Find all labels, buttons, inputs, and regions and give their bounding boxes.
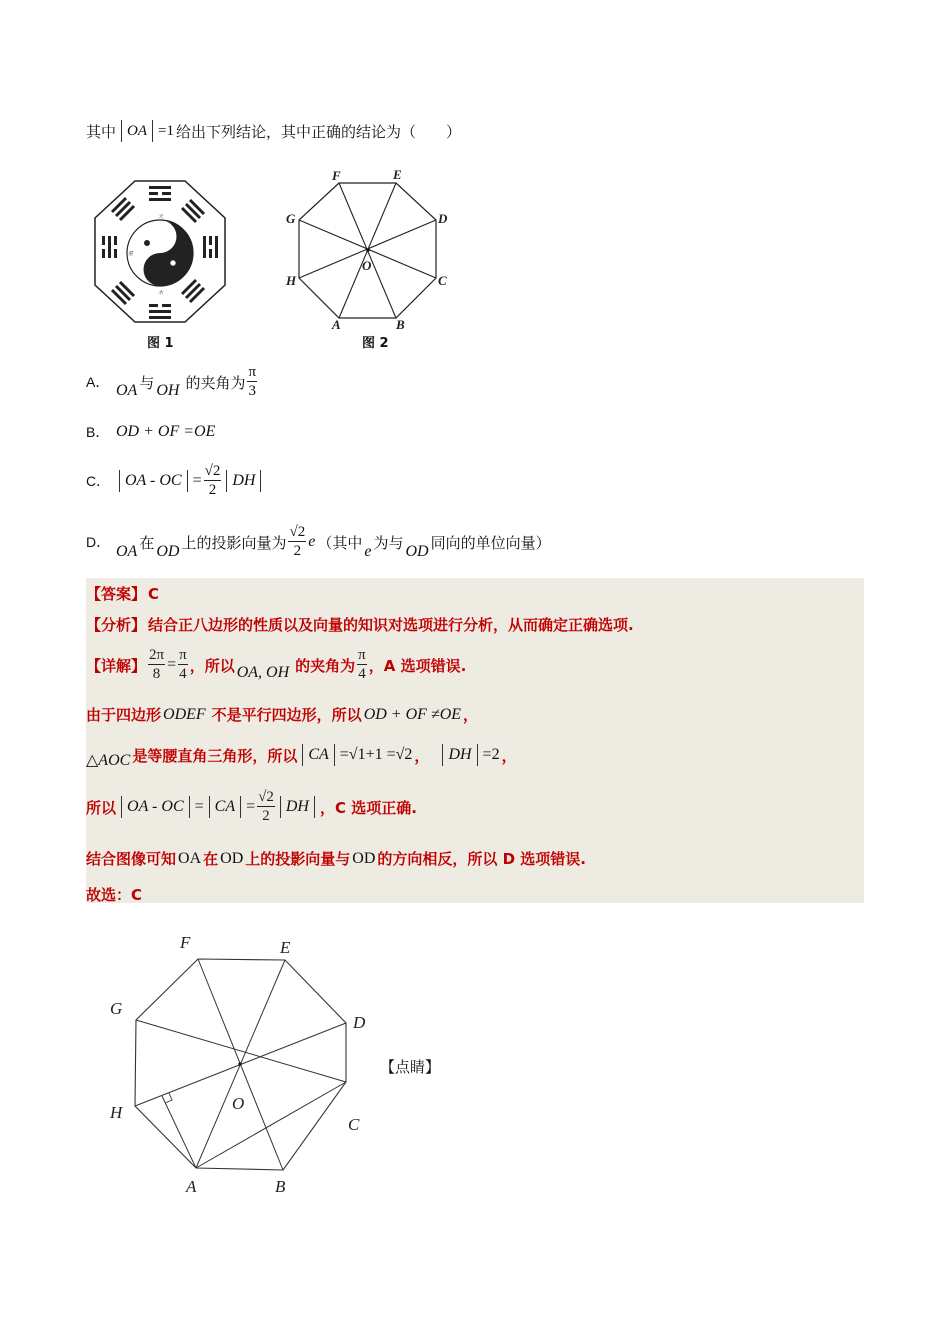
svg-text:F: F <box>332 168 341 183</box>
intro-suffix: 给出下列结论，其中正确的结论为（ ） <box>175 122 461 141</box>
fraction: $\frac{√2}{2}$ <box>258 789 274 824</box>
detail-math: OD <box>352 849 376 867</box>
abs-bar <box>121 120 122 142</box>
option-a-text: 的夹角为 <box>185 373 246 392</box>
detail-math: =√1+1 =√2 <box>339 746 413 763</box>
dianjing-octagon <box>100 930 380 1200</box>
detail-line-5 <box>86 848 586 869</box>
detail-math: OD <box>220 849 244 867</box>
intro-prefix: 其中 <box>86 122 117 141</box>
fraction-sqrt2-2: $\frac{√2}{2}$ <box>289 524 306 559</box>
abs-bar <box>121 796 122 818</box>
detail-math: OA - OC <box>127 798 184 815</box>
detail-line-2 <box>86 704 478 725</box>
svg-text:A: A <box>186 1177 197 1196</box>
figure-2-caption: 图 2 <box>362 336 389 351</box>
option-d-text: 上的投影向量为 <box>181 533 287 552</box>
vector-oa: OA <box>116 543 138 560</box>
svg-text:O: O <box>232 1094 245 1113</box>
option-b <box>86 422 215 442</box>
detail-math: OA, OH <box>236 664 290 681</box>
svg-text:G: G <box>286 211 296 226</box>
vector-od: OD <box>156 543 180 560</box>
abs-bar <box>240 796 241 818</box>
vector-oa: OA <box>116 382 138 399</box>
svg-text:O: O <box>362 258 372 273</box>
detail-text: ， <box>501 746 517 765</box>
svg-text:水: 水 <box>158 291 164 296</box>
detail-math: OD + OF ≠OE <box>363 705 462 723</box>
option-c <box>86 460 264 502</box>
detail-math: DH <box>285 798 309 815</box>
detail-text: 的方向相反，所以 D 选项错误. <box>377 850 586 868</box>
detail-text: 所以 <box>86 798 117 817</box>
abs-bar <box>187 470 188 492</box>
option-c-lhs: OA - OC <box>125 472 182 489</box>
analysis-text: 结合正八边形的性质以及向量的知识对选项进行分析，从而确定正确选项. <box>148 616 634 634</box>
unit-vector-e: e <box>308 533 316 550</box>
figure-1-caption: 图 1 <box>147 336 174 351</box>
svg-text:H: H <box>110 1103 123 1122</box>
detail-text: ， <box>414 746 430 765</box>
detail-text: 结合图像可知 <box>86 850 177 868</box>
detail-text: ， <box>463 706 479 724</box>
octagon-diagram <box>280 165 460 335</box>
detail-math: CA <box>308 746 329 763</box>
svg-text:D: D <box>438 211 448 226</box>
abs-bar <box>260 470 261 492</box>
option-a-label: A． <box>86 374 110 390</box>
option-a-mid: 与 <box>139 373 155 392</box>
intro-math: OA <box>127 122 148 139</box>
svg-text:B: B <box>396 317 405 332</box>
option-b-expr: OD + OF =OE <box>116 423 216 440</box>
detail-text: ，所以 <box>189 656 235 675</box>
figure-2-octagon <box>280 165 460 335</box>
svg-text:A: A <box>332 317 341 332</box>
svg-text:C: C <box>348 1115 360 1134</box>
detail-text: 由于四边形 <box>86 706 162 724</box>
detail-text: 的夹角为 <box>295 656 356 675</box>
detail-math: = <box>194 798 204 815</box>
detail-text: 是等腰直角三角形，所以 <box>132 746 298 765</box>
detail-math: ODEF <box>163 705 206 723</box>
option-c-eq: = <box>192 472 202 489</box>
svg-text:H: H <box>286 273 297 288</box>
abs-bar <box>302 744 303 766</box>
svg-text:E: E <box>393 167 402 182</box>
option-d-label: D． <box>86 534 111 550</box>
fraction-pi-3: $\frac{\pi}{3}$ <box>248 364 257 399</box>
detail-math: △AOC <box>86 752 131 769</box>
abs-bar <box>189 796 190 818</box>
answer-tag: 【答案】 <box>86 585 147 603</box>
detail-math: =2 <box>482 746 500 763</box>
analysis-tag: 【分析】 <box>86 616 147 634</box>
option-d-text: 同向的单位向量） <box>430 533 551 552</box>
bagua-diagram <box>90 178 230 328</box>
vector-od: OD <box>405 543 429 560</box>
octagon-diagram-large <box>100 930 380 1200</box>
abs-bar <box>334 744 335 766</box>
detail-line-1 <box>86 644 466 686</box>
svg-text:C: C <box>438 273 447 288</box>
intro-eq: =1 <box>158 122 174 139</box>
final-choice: 故选：C <box>86 886 143 904</box>
fraction: $\frac{\pi}{4}$ <box>358 647 366 682</box>
detail-math: CA <box>214 798 236 815</box>
detail-text: 不是平行四边形，所以 <box>211 706 362 724</box>
svg-text:天: 天 <box>158 215 164 220</box>
answer-value: C <box>148 584 160 603</box>
abs-bar <box>477 744 478 766</box>
option-d <box>86 520 551 564</box>
svg-text:B: B <box>275 1177 286 1196</box>
unit-vector-e: e <box>364 543 372 560</box>
option-b-label: B． <box>86 424 110 440</box>
option-c-rhs: DH <box>232 472 256 489</box>
abs-bar <box>226 470 227 492</box>
dianjing-tag: 【点睛】 <box>380 1058 441 1076</box>
detail-math: OA <box>178 849 202 867</box>
detail-math: DH <box>448 746 472 763</box>
abs-bar <box>314 796 315 818</box>
detail-text: 在 <box>203 850 219 868</box>
option-c-label: C． <box>86 473 111 489</box>
fraction-sqrt2-2: $\frac{√2}{2}$ <box>204 463 221 498</box>
svg-text:D: D <box>353 1013 366 1032</box>
abs-bar <box>280 796 281 818</box>
equals: = <box>167 656 177 673</box>
option-d-text: 为与 <box>373 533 404 552</box>
svg-text:G: G <box>110 999 123 1018</box>
detail-line-4 <box>86 786 417 828</box>
option-d-text: （其中 <box>317 533 363 552</box>
svg-text:E: E <box>280 938 291 957</box>
detail-math: = <box>246 798 256 815</box>
figure-1-bagua <box>90 178 230 328</box>
answer-line <box>86 583 159 604</box>
svg-text:辰: 辰 <box>188 252 194 257</box>
question-intro <box>86 120 461 142</box>
vector-oh: OH <box>156 382 180 399</box>
detail-line-3 <box>86 740 517 770</box>
detail-text: ，C 选项正确. <box>319 798 417 817</box>
fraction: $\frac{2\pi}{8}$ <box>149 647 165 682</box>
abs-bar <box>119 470 120 492</box>
svg-text:星: 星 <box>128 252 134 257</box>
abs-bar <box>209 796 210 818</box>
detail-text: 上的投影向量与 <box>245 850 351 868</box>
option-a <box>86 362 257 402</box>
fraction: $\frac{\pi}{4}$ <box>179 647 187 682</box>
detail-tag: 【详解】 <box>86 656 147 675</box>
option-d-text: 在 <box>139 533 155 552</box>
analysis-line <box>86 614 634 635</box>
detail-text: ，A 选项错误. <box>368 656 467 675</box>
abs-bar <box>152 120 153 142</box>
abs-bar <box>442 744 443 766</box>
svg-text:F: F <box>180 933 191 952</box>
